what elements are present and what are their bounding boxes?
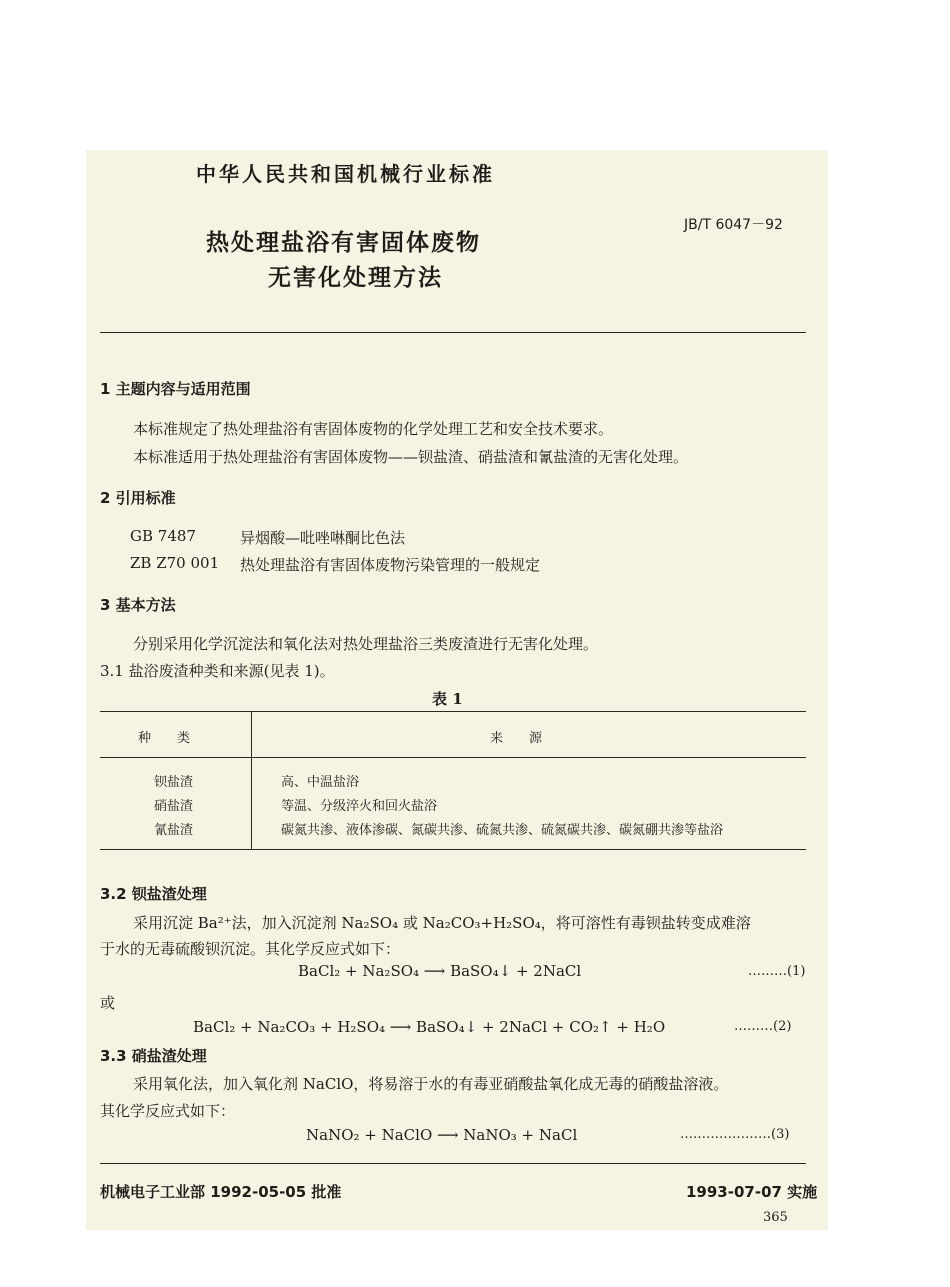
equation-1-number: ………(1) (748, 964, 806, 979)
table-caption: 表 1 (432, 690, 463, 708)
section-3-2-paragraph-1: 采用沉淀 Ba²⁺法，加入沉淀剂 Na₂SO₄ 或 Na₂CO₃+H₂SO₄，将可溶性有毒钡盐转变成难溶 (133, 914, 751, 932)
equation-2-number: ………(2) (734, 1019, 792, 1034)
reference-title: 热处理盐浴有害固体废物污染管理的一般规定 (240, 556, 541, 574)
page-number: 365 (763, 1210, 788, 1225)
section-2-heading: 2 引用标准 (100, 489, 176, 507)
reference-code: GB 7487 (130, 527, 196, 545)
table-row-source: 碳氮共渗、液体渗碳、氮碳共渗、硫氮共渗、硫氮碳共渗、碳氮硼共渗等盐浴 (281, 823, 724, 838)
section-3-paragraph: 分别采用化学沉淀法和氧化法对热处理盐浴三类废渣进行无害化处理。 (133, 635, 599, 653)
section-1-paragraph-2: 本标准适用于热处理盐浴有害固体废物——钡盐渣、硝盐渣和氰盐渣的无害化处理。 (133, 448, 689, 466)
equation-3: NaNO₂ + NaClO ⟶ NaNO₃ + NaCl (306, 1126, 578, 1144)
document-title-line-1: 热处理盐浴有害固体废物 (206, 230, 481, 256)
standard-code: JB/T 6047－92 (684, 217, 783, 233)
section-1-paragraph-1: 本标准规定了热处理盐浴有害固体废物的化学处理工艺和安全技术要求。 (133, 420, 614, 438)
section-3-heading: 3 基本方法 (100, 596, 176, 614)
table-row-source: 等温、分级淬火和回火盐浴 (281, 799, 438, 814)
document-title-line-2: 无害化处理方法 (268, 265, 443, 291)
section-3-3-heading: 3.3 硝盐渣处理 (100, 1047, 207, 1065)
equation-2: BaCl₂ + Na₂CO₃ + H₂SO₄ ⟶ BaSO₄↓ + 2NaCl + CO₂↑ + H₂O (193, 1018, 666, 1036)
table-top-rule (100, 711, 806, 712)
table-row-type: 钡盐渣 (154, 775, 194, 790)
table-bottom-rule (100, 849, 806, 850)
table-header-source: 来 源 (490, 731, 543, 746)
effective-date: 1993-07-07 实施 (686, 1183, 818, 1201)
table-header-rule (100, 757, 806, 758)
equation-1: BaCl₂ + Na₂SO₄ ⟶ BaSO₄↓ + 2NaCl (298, 962, 582, 980)
section-3-2-paragraph-2: 于水的无毒硫酸钡沉淀。其化学反应式如下： (100, 940, 401, 958)
table-row-source: 高、中温盐浴 (281, 775, 360, 790)
table-header-type: 种 类 (138, 731, 191, 746)
standard-organization: 中华人民共和国机械行业标准 (196, 162, 495, 186)
section-3-2-heading: 3.2 钡盐渣处理 (100, 885, 207, 903)
table-row-type: 硝盐渣 (154, 799, 194, 814)
table-row-type: 氰盐渣 (154, 823, 194, 838)
section-1-heading: 1 主题内容与适用范围 (100, 380, 251, 398)
section-3-1-text: 3.1 盐浴废渣种类和来源(见表 1)。 (100, 662, 335, 680)
section-3-3-paragraph-1: 采用氧化法，加入氧化剂 NaClO，将易溶于水的有毒亚硝酸盐氧化成无毒的硝酸盐溶液。 (133, 1075, 729, 1093)
section-3-3-paragraph-2: 其化学反应式如下： (100, 1102, 236, 1120)
header-divider (100, 332, 806, 333)
or-connector: 或 (100, 994, 116, 1012)
reference-code: ZB Z70 001 (130, 554, 220, 572)
footer-divider (100, 1163, 806, 1164)
approval-statement: 机械电子工业部 1992-05-05 批准 (100, 1183, 342, 1201)
reference-title: 异烟酸—吡唑啉酮比色法 (240, 529, 406, 547)
table-column-divider (251, 711, 252, 849)
equation-3-number: …………………(3) (680, 1127, 790, 1142)
